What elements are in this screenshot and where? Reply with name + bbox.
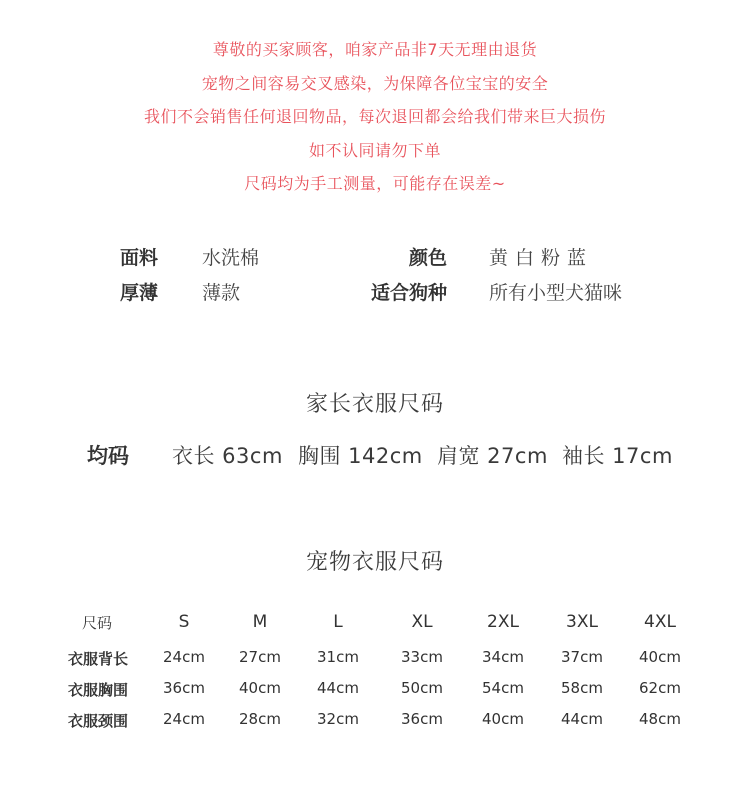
table-cell: 33cm — [401, 648, 443, 666]
pet-size-table — [50, 612, 710, 741]
table-row — [50, 710, 710, 741]
table-cell: 36cm — [163, 679, 205, 697]
table-cell: 24cm — [163, 710, 205, 728]
table-cell: 34cm — [482, 648, 524, 666]
table-cell: 27cm — [239, 648, 281, 666]
size-header: 3XL — [566, 612, 598, 632]
return-policy-notice — [0, 33, 750, 201]
breed-value: 所有小型犬猫咪 — [489, 282, 623, 304]
table-cell: 44cm — [561, 710, 603, 728]
size-header: 2XL — [487, 612, 519, 632]
table-cell: 37cm — [561, 648, 603, 666]
color-label: 颜色 — [409, 247, 448, 269]
row-label-chest: 衣服胸围 — [68, 681, 129, 699]
adult-sleeve: 袖长 17cm — [562, 444, 673, 468]
table-row — [50, 679, 710, 710]
table-cell: 54cm — [482, 679, 524, 697]
table-cell: 40cm — [239, 679, 281, 697]
table-cell: 36cm — [401, 710, 443, 728]
size-header-row — [50, 612, 710, 648]
adult-size-title: 家长衣服尺码 — [305, 392, 444, 417]
table-cell: 24cm — [163, 648, 205, 666]
size-header: L — [333, 612, 343, 632]
table-cell: 31cm — [317, 648, 359, 666]
table-cell: 40cm — [639, 648, 681, 666]
fabric-label: 面料 — [120, 247, 159, 269]
notice-line-3: 我们不会销售任何退回物品，每次退回都会给我们带来巨大损伤 — [143, 107, 606, 126]
table-row — [50, 648, 710, 679]
table-cell: 40cm — [482, 710, 524, 728]
notice-line-4: 如不认同请勿下单 — [308, 140, 441, 160]
size-header: XL — [411, 612, 433, 632]
table-cell: 44cm — [317, 679, 359, 697]
thickness-label: 厚薄 — [120, 282, 159, 304]
size-header: M — [252, 612, 268, 632]
table-cell: 62cm — [639, 679, 681, 697]
pet-size-title: 宠物衣服尺码 — [305, 550, 444, 575]
row-label-neck: 衣服颈围 — [68, 712, 129, 730]
notice-line-1: 尊敬的买家顾客，咱家产品非7天无理由退货 — [212, 40, 538, 59]
adult-shoulder: 肩宽 27cm — [437, 444, 548, 468]
breed-label: 适合狗种 — [371, 282, 448, 304]
fabric-value: 水洗棉 — [202, 247, 260, 269]
table-cell: 32cm — [317, 710, 359, 728]
notice-line-2: 宠物之间容易交叉感染，为保障各位宝宝的安全 — [201, 73, 549, 93]
table-cell: 58cm — [561, 679, 603, 697]
row-label-back-length: 衣服背长 — [68, 650, 129, 668]
adult-chest: 胸围 142cm — [298, 444, 423, 468]
adult-size-label: 均码 — [87, 444, 129, 468]
table-cell: 48cm — [639, 710, 681, 728]
size-header-label: 尺码 — [82, 614, 113, 632]
table-cell: 28cm — [239, 710, 281, 728]
size-header: S — [178, 612, 190, 632]
size-header: 4XL — [644, 612, 676, 632]
thickness-value: 薄款 — [202, 282, 241, 304]
adult-size-row — [0, 440, 750, 470]
color-value: 黄白粉蓝 — [489, 247, 594, 269]
adult-length: 衣长 63cm — [172, 444, 283, 468]
notice-line-5: 尺码均为手工测量，可能存在误差~ — [244, 174, 506, 193]
table-cell: 50cm — [401, 679, 443, 697]
